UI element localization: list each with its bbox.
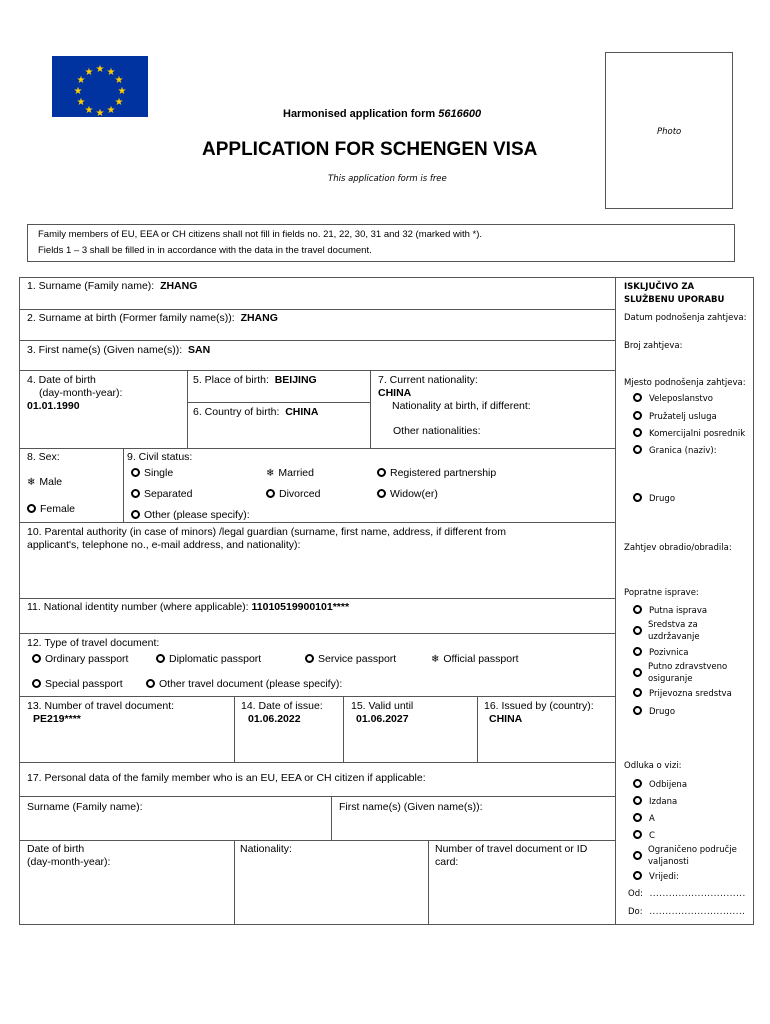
family-nationality-label[interactable]: Nationality: <box>240 843 292 855</box>
family-first-name-label[interactable]: First name(s) (Given name(s)): <box>339 801 483 813</box>
official-doc-other-option[interactable]: Drugo <box>633 706 675 718</box>
svg-text:★: ★ <box>95 64 105 75</box>
radio-icon <box>32 654 41 663</box>
civil-divorced-option[interactable]: Divorced <box>266 488 320 501</box>
doc-special-option[interactable]: Special passport <box>32 678 123 691</box>
radio-icon <box>377 489 386 498</box>
nationality-label: 7. Current nationality: <box>378 374 478 386</box>
radio-icon <box>633 779 642 788</box>
dob-label-2: (day-month-year): <box>39 387 123 399</box>
doc-ordinary-option[interactable]: Ordinary passport <box>32 653 128 666</box>
radio-icon <box>633 393 642 402</box>
radio-icon <box>266 489 275 498</box>
svg-text:★: ★ <box>114 75 124 86</box>
surname-label: 1. Surname (Family name): <box>27 280 155 292</box>
civil-widow-option[interactable]: Widow(er) <box>377 488 438 501</box>
civil-separated-option[interactable]: Separated <box>131 488 192 501</box>
family-dob-label-2: (day-month-year): <box>27 856 111 868</box>
svg-text:★: ★ <box>117 86 127 97</box>
official-doc-insurance-option[interactable] <box>633 668 646 680</box>
official-place-label: Mjesto podnošenja zahtjeva: <box>624 378 746 388</box>
official-doc-insurance-label-1: Putno zdravstveno <box>648 662 728 672</box>
official-dec-ltv-option[interactable] <box>633 851 646 863</box>
family-dob-label-1[interactable]: Date of birth <box>27 843 85 855</box>
official-doc-transport-option[interactable]: Prijevozna sredstva <box>633 688 732 700</box>
official-dec-ltv-label-2: valjanosti <box>648 857 689 867</box>
form-number: 5616600 <box>438 108 482 120</box>
svg-text:★: ★ <box>76 97 86 108</box>
official-commercial-option[interactable]: Komercijalni posrednik <box>633 428 745 440</box>
official-doc-means-label-1: Sredstva za <box>648 620 698 630</box>
form-label: Harmonised application form <box>283 108 436 120</box>
official-from-label: Od: <box>628 889 643 899</box>
official-border-option[interactable]: Granica (naziv): <box>633 445 717 457</box>
official-doc-means-option[interactable] <box>633 626 646 638</box>
radio-icon <box>633 796 642 805</box>
official-dec-ltv-label-1: Ograničeno područje <box>648 845 737 855</box>
radio-icon <box>633 445 642 454</box>
official-from-dots: .............................. <box>649 889 746 899</box>
radio-icon <box>305 654 314 663</box>
snowflake-icon: ❄ <box>431 654 440 665</box>
official-from-line[interactable] <box>628 889 746 900</box>
issue-date-value[interactable]: 01.06.2022 <box>248 713 301 725</box>
official-decision-label: Odluka o vizi: <box>624 761 682 771</box>
snowflake-icon: ❄ <box>266 468 275 479</box>
valid-until-value[interactable]: 01.06.2027 <box>356 713 409 725</box>
radio-icon <box>633 813 642 822</box>
official-doc-insurance-label-2: osiguranje <box>648 674 693 684</box>
radio-icon <box>633 626 642 635</box>
notice-line-2: Fields 1 – 3 shall be filled in in accordance with the data in the travel document. <box>38 245 372 256</box>
official-provider-option[interactable]: Pružatelj usluga <box>633 411 717 423</box>
svg-text:★: ★ <box>73 86 83 97</box>
official-other-place-option[interactable]: Drugo <box>633 493 675 505</box>
first-name-label: 3. First name(s) (Given name(s)): <box>27 344 183 356</box>
surname-value: ZHANG <box>160 280 198 292</box>
country-of-birth-label: 6. Country of birth: <box>193 406 280 418</box>
doc-official-option[interactable]: ❄ Official passport <box>431 653 519 665</box>
civil-married-option[interactable]: ❄ Married <box>266 467 314 479</box>
svg-text:★: ★ <box>95 108 105 117</box>
form-label-line <box>283 108 481 121</box>
official-dec-refused-option[interactable]: Odbijena <box>633 779 687 791</box>
civil-status-label: 9. Civil status: <box>127 451 193 463</box>
official-dec-issued-option[interactable]: Izdana <box>633 796 677 808</box>
official-doc-travel-option[interactable]: Putna isprava <box>633 605 707 617</box>
official-heading-2: SLUŽBENU UPORABU <box>624 295 725 305</box>
eu-flag <box>52 56 148 117</box>
page-title: APPLICATION FOR SCHENGEN VISA <box>202 139 538 160</box>
surname-at-birth-field[interactable] <box>27 312 278 325</box>
sex-male-option[interactable]: ❄ Male <box>27 476 63 488</box>
country-of-birth-value: CHINA <box>285 406 319 418</box>
radio-icon <box>156 654 165 663</box>
family-doc-label-1[interactable]: Number of travel document or ID <box>435 843 588 855</box>
radio-icon <box>633 668 642 677</box>
photo-label: Photo <box>657 127 682 137</box>
issued-by-label: 16. Issued by (country): <box>484 700 594 712</box>
radio-icon <box>377 468 386 477</box>
official-dec-c-option[interactable]: C <box>633 830 655 842</box>
place-of-birth-label: 5. Place of birth: <box>193 374 269 386</box>
radio-icon <box>32 679 41 688</box>
radio-icon <box>131 510 140 519</box>
official-number-label: Broj zahtjeva: <box>624 341 683 351</box>
official-doc-means-label-2: uzdržavanje <box>648 632 700 642</box>
official-supporting-docs-label: Popratne isprave: <box>624 588 699 598</box>
doc-other-option[interactable]: Other travel document (please specify): <box>146 678 342 691</box>
doc-number-value[interactable]: PE219**** <box>33 713 81 725</box>
official-dec-a-option[interactable]: A <box>633 813 655 825</box>
valid-until-label: 15. Valid until <box>351 700 414 712</box>
svg-text:★: ★ <box>106 105 116 116</box>
radio-icon <box>633 851 642 860</box>
surname-at-birth-label: 2. Surname at birth (Former family name(s)): <box>27 312 235 324</box>
svg-text:★: ★ <box>114 97 124 108</box>
civil-single-option[interactable]: Single <box>131 467 173 480</box>
svg-text:★: ★ <box>76 75 86 86</box>
radio-icon <box>633 605 642 614</box>
notice-line-1: Family members of EU, EEA or CH citizens shall not fill in fields no. 21, 22, 30, 31 and 32 (marked with *). <box>38 229 483 240</box>
national-id-label: 11. National identity number (where applicable): <box>27 601 249 613</box>
surname-at-birth-value: ZHANG <box>240 312 278 324</box>
doc-number-label: 13. Number of travel document: <box>27 700 175 712</box>
radio-icon <box>633 428 642 437</box>
parental-authority-label-1: 10. Parental authority (in case of minors) /legal guardian (surname, first name, address, if different from <box>27 526 506 538</box>
civil-other-option[interactable]: Other (please specify): <box>131 509 250 522</box>
sex-label: 8. Sex: <box>27 451 60 463</box>
radio-icon <box>131 489 140 498</box>
official-embassy-option[interactable]: Veleposlanstvo <box>633 393 713 405</box>
sex-female-option[interactable]: Female <box>27 503 75 516</box>
official-to-line[interactable] <box>628 907 745 918</box>
family-member-label: 17. Personal data of the family member who is an EU, EEA or CH citizen if applicable: <box>27 772 426 784</box>
national-id-value: 11010519900101**** <box>251 601 350 613</box>
radio-icon <box>131 468 140 477</box>
dob-label-1: 4. Date of birth <box>27 374 96 386</box>
civil-registered-option[interactable]: Registered partnership <box>377 467 496 480</box>
country-of-birth-field[interactable] <box>193 406 318 419</box>
radio-icon <box>146 679 155 688</box>
national-id-field[interactable] <box>27 601 349 614</box>
nationality-value[interactable]: CHINA <box>378 387 412 399</box>
doc-diplomatic-option[interactable]: Diplomatic passport <box>156 653 261 666</box>
page-subtitle: This application form is free <box>328 174 447 184</box>
svg-text:★: ★ <box>106 67 116 78</box>
official-date-label: Datum podnošenja zahtjeva: <box>624 313 747 323</box>
official-to-label: Do: <box>628 907 643 917</box>
radio-icon <box>633 647 642 656</box>
nationality-at-birth-label: Nationality at birth, if different: <box>392 400 531 412</box>
radio-icon <box>27 504 36 513</box>
svg-text:★: ★ <box>84 67 94 78</box>
official-heading-1: ISKLJUČIVO ZA <box>624 282 695 292</box>
radio-icon <box>633 871 642 880</box>
parental-authority-label-2: applicant's, telephone no., e-mail address, and nationality): <box>27 539 301 551</box>
radio-icon <box>633 830 642 839</box>
family-surname-label[interactable]: Surname (Family name): <box>27 801 143 813</box>
first-name-value: SAN <box>188 344 211 356</box>
official-dec-valid-option[interactable]: Vrijedi: <box>633 871 679 883</box>
other-nationalities-label: Other nationalities: <box>393 425 481 437</box>
surname-field[interactable] <box>27 280 197 293</box>
photo-box[interactable] <box>605 52 733 209</box>
doc-service-option[interactable]: Service passport <box>305 653 396 666</box>
svg-text:★: ★ <box>84 105 94 116</box>
snowflake-icon: ❄ <box>27 477 36 488</box>
issue-date-label: 14. Date of issue: <box>241 700 323 712</box>
radio-icon <box>633 688 642 697</box>
official-doc-invitation-option[interactable]: Pozivnica <box>633 647 689 659</box>
first-name-field[interactable] <box>27 344 210 357</box>
issued-by-value[interactable]: CHINA <box>489 713 523 725</box>
family-doc-label-2: card: <box>435 856 459 868</box>
official-to-dots: .............................. <box>649 907 746 917</box>
radio-icon <box>633 706 642 715</box>
radio-icon <box>633 411 642 420</box>
place-of-birth-field[interactable] <box>193 374 317 387</box>
doc-type-label: 12. Type of travel document: <box>27 637 160 649</box>
radio-icon <box>633 493 642 502</box>
notice-box <box>27 224 735 262</box>
official-handled-by-label: Zahtjev obradio/obradila: <box>624 543 732 553</box>
place-of-birth-value: BEIJING <box>274 374 317 386</box>
dob-value[interactable]: 01.01.1990 <box>27 400 80 412</box>
